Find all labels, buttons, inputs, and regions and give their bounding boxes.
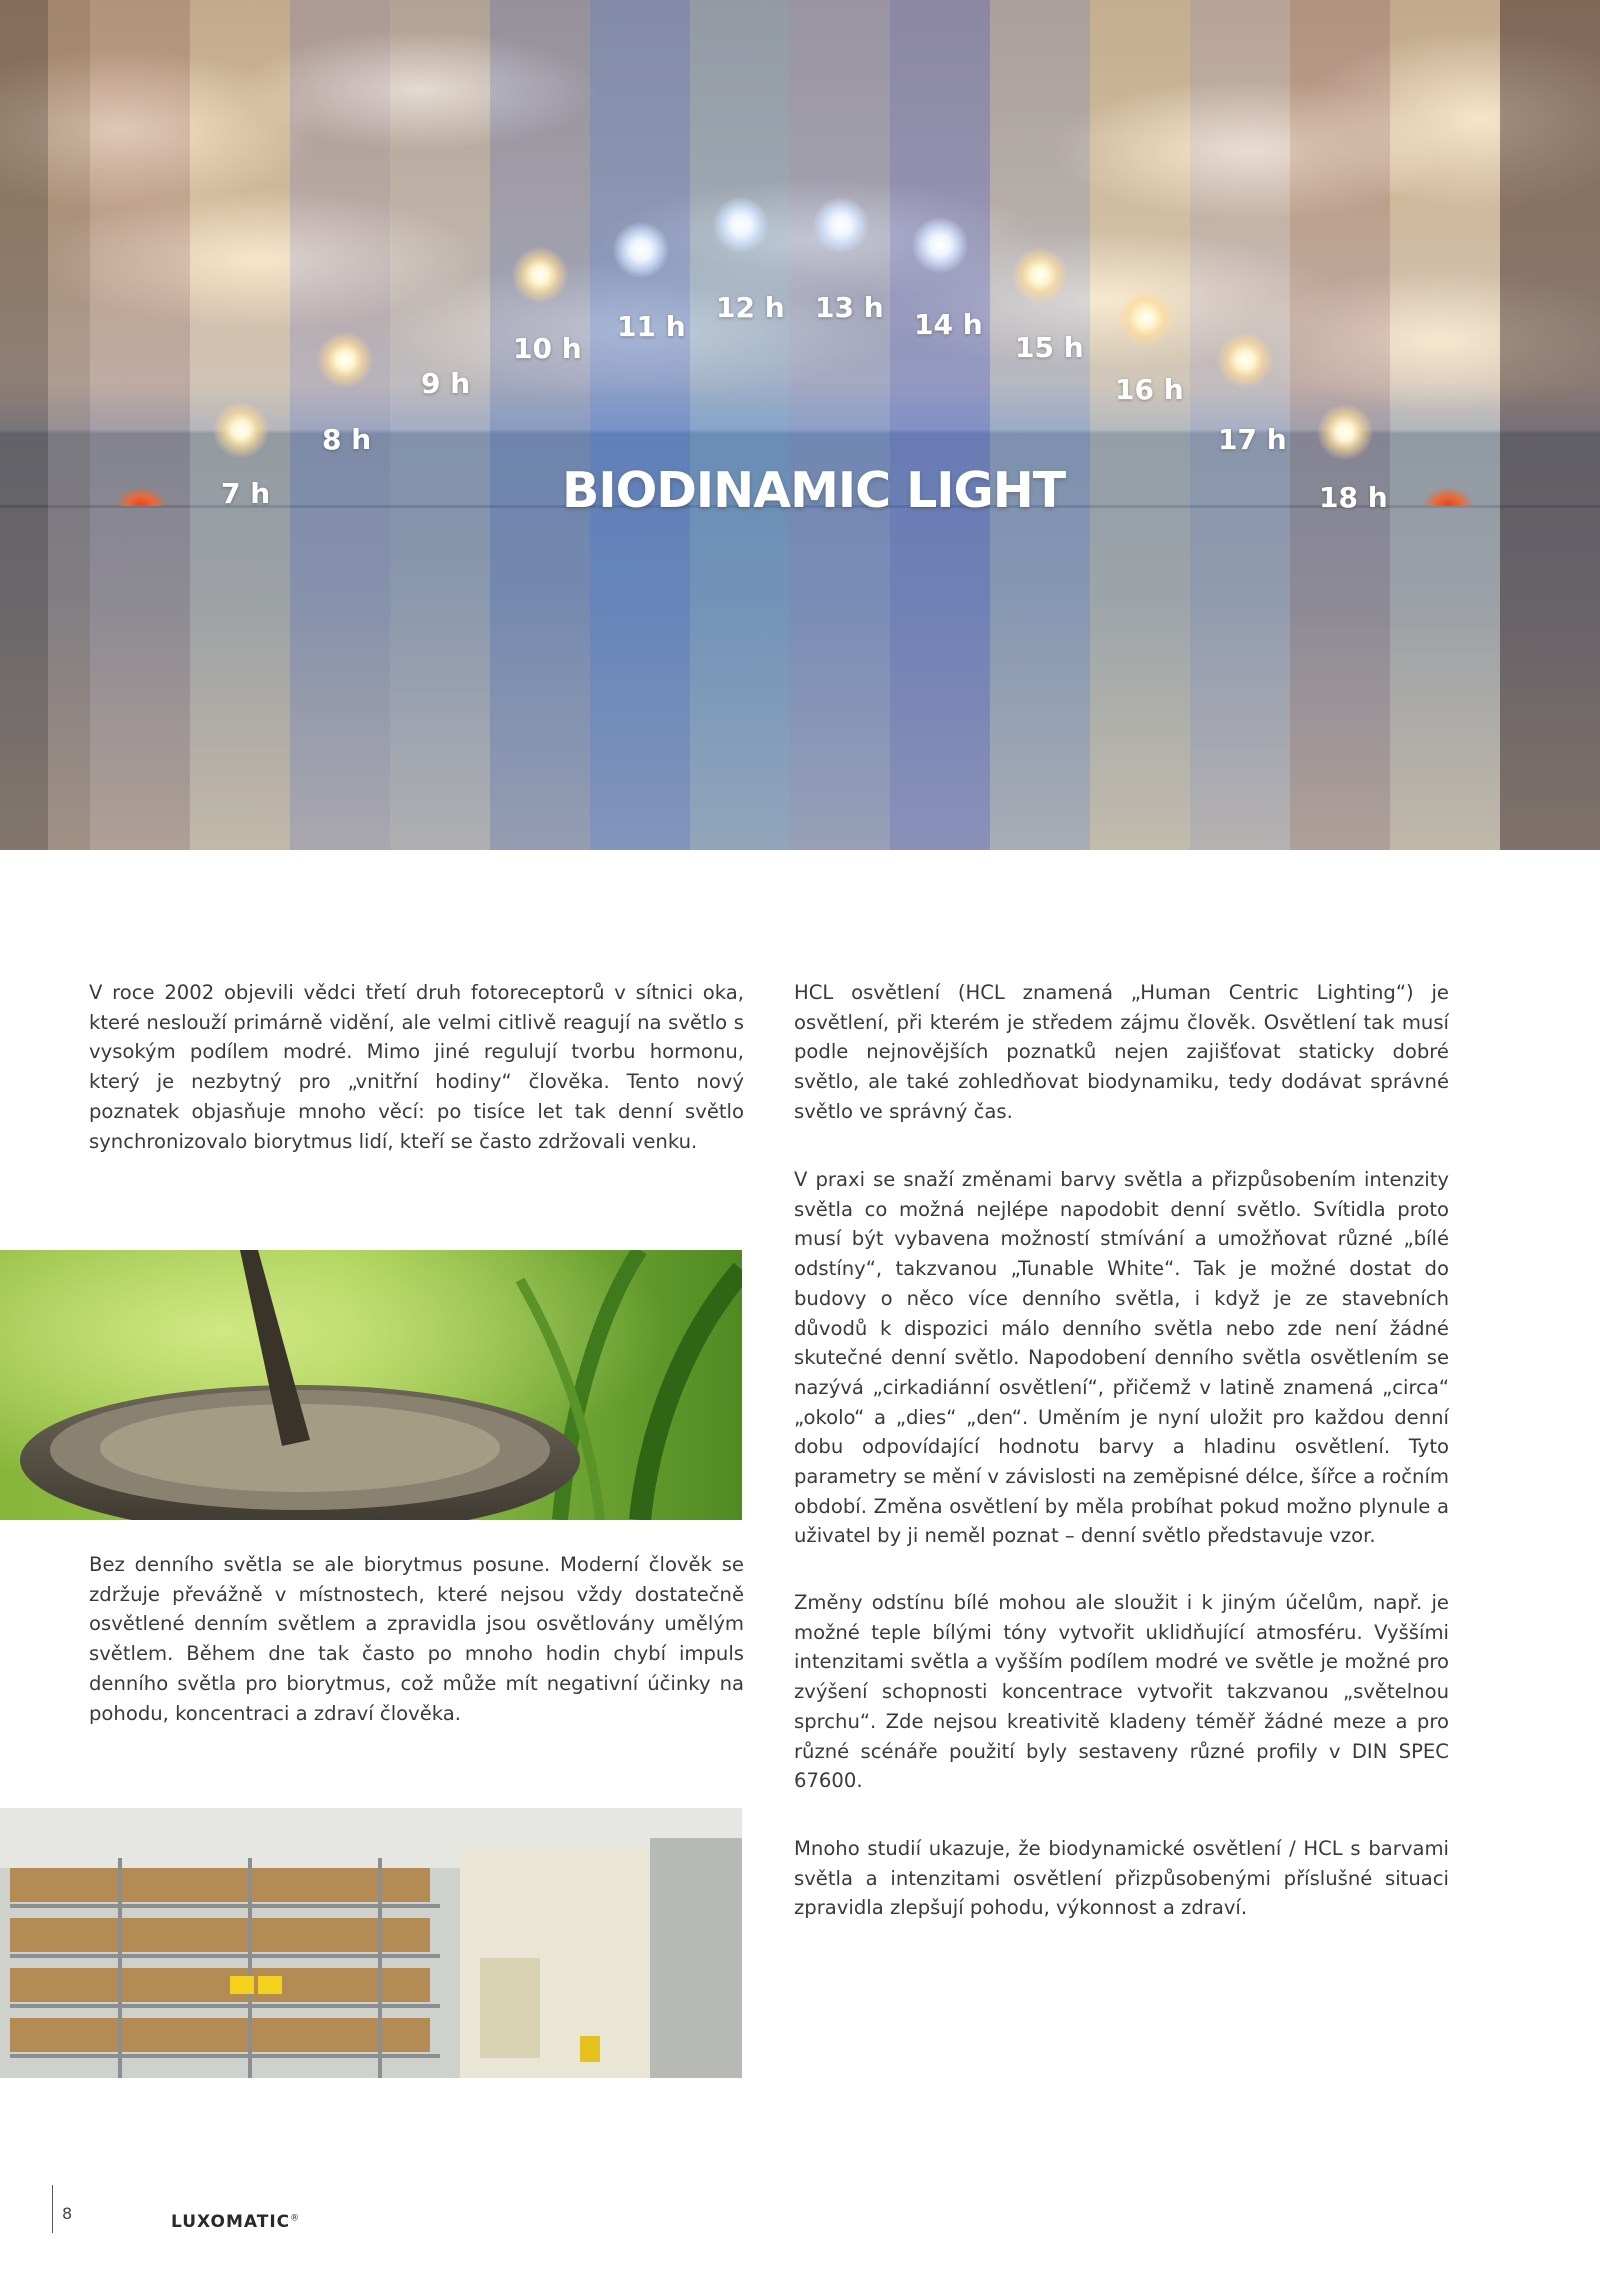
sun-icon	[213, 402, 269, 458]
page-number-rule	[52, 2185, 53, 2233]
sun-icon	[713, 197, 769, 253]
right-paragraph-2: V praxi se snaží změnami barvy světla a přizpůsobením intenzity světla co možná nejlépe napodobit denní světlo. Svítidla proto musí být vybavena možností stmívání a umožňovat různé „bílé odstíny“, takzvanou „Tunable White“. Tak je možné dostat do budovy o něco více denního světla, i když je ze stavebních důvodů k dispozici málo denního světla nebo zde není žádné skutečné denní světlo. Napodobení denního světla osvětlením se nazývá „cirkadiánní osvětlení“, přičemž v latině znamená „circa“ „okolo“ a „dies“ „den“. Uměním je nyní uložit pro každou denní dobu odpovídající hodnotu barvy a hladinu osvětlení. Tyto parametry se mění v závislosti na zeměpisné délce, šířce a ročním období. Změna osvětlení by měla probíhat pokud možno plynule a uživatel by ji neměl poznat – denní světlo představuje vzor.	[794, 1168, 1449, 1548]
hour-label-9: 9 h	[421, 367, 471, 400]
light-strip	[48, 0, 90, 850]
hour-label-11: 11 h	[617, 310, 686, 343]
hour-label-16: 16 h	[1115, 373, 1184, 406]
sun-icon	[317, 332, 373, 388]
hour-label-8: 8 h	[322, 423, 372, 456]
light-strip	[890, 0, 990, 850]
warehouse-photo	[0, 1808, 742, 2078]
light-strip	[90, 0, 190, 850]
sunrise-sun-icon	[117, 488, 165, 506]
light-strip	[790, 0, 890, 850]
hour-label-17: 17 h	[1218, 423, 1287, 456]
sun-icon	[512, 247, 568, 303]
hour-label-12: 12 h	[716, 291, 785, 324]
right-paragraph-1: HCL osvětlení (HCL znamená „Human Centric Lighting“) je osvětlení, při kterém je středem zájmu člověk. Osvětlení tak musí podle nejnovějších poznatků nejen zajišťovat staticky dobré světlo, ale také zohledňovat biodynamiku, tedy dodávat správné světlo ve správný čas.	[794, 981, 1449, 1123]
light-strip	[590, 0, 690, 850]
sun-icon	[813, 197, 869, 253]
hour-label-15: 15 h	[1015, 331, 1084, 364]
hour-label-18: 18 h	[1319, 481, 1388, 514]
luxomatic-logo	[171, 2212, 299, 2232]
hour-label-14: 14 h	[914, 308, 983, 341]
sunset-sun-icon	[1424, 488, 1472, 506]
light-strip	[690, 0, 790, 850]
sun-icon	[1012, 247, 1068, 303]
brand-name: LUXOMATIC	[171, 2212, 291, 2232]
hour-label-10: 10 h	[513, 332, 582, 365]
sun-icon	[1118, 290, 1174, 346]
sun-icon	[1217, 332, 1273, 388]
sundial-illustration	[0, 1250, 742, 1520]
right-paragraph-4: Mnoho studií ukazuje, že biodynamické osvětlení / HCL s barvami světla a intenzitami osvětlení přizpůsobenými příslušné situaci zpravidla zlepšují pohodu, výkonnost a zdraví.	[794, 1837, 1449, 1920]
left-paragraph-2: Bez denního světla se ale biorytmus posune. Moderní člověk se zdržuje převážně v místnostech, které nejsou vždy dostatečně osvětlené denním světlem a zpravidla jsou osvětlovány umělým světlem. Během dne tak často po mnoho hodin chybí impuls denního světla pro biorytmus, což může mít negativní účinky na pohodu, koncentraci a zdraví člověka.	[89, 1553, 744, 1725]
light-strip	[490, 0, 590, 850]
warehouse-illustration	[0, 1808, 742, 2078]
hero-title: BIODINAMIC LIGHT	[562, 462, 1066, 519]
light-strip	[390, 0, 490, 850]
sun-icon	[912, 217, 968, 273]
light-strip	[1500, 0, 1600, 850]
hour-label-7: 7 h	[221, 477, 271, 510]
hero-banner	[0, 0, 1600, 850]
light-strip	[1090, 0, 1190, 850]
page-number: 8	[62, 2204, 73, 2223]
left-paragraph-1: V roce 2002 objevili vědci třetí druh fotoreceptorů v sítnici oka, které neslouží primárně vidění, ale velmi citlivě reagují na světlo s vysokým podílem modré. Mimo jiné regulují tvorbu hormonu, který je nezbytný pro „vnitřní hodiny“ člověka. Tento nový poznatek objasňuje mnoho věcí: po tisíce let tak denní světlo synchronizovalo biorytmus lidí, kteří se často zdržovali venku.	[89, 981, 744, 1153]
right-paragraph-3: Změny odstínu bílé mohou ale sloužit i k jiným účelům, např. je možné teple bílými tóny vytvořit uklidňující atmosféru. Vyššími intenzitami světla a vyšším podílem modré ve světle je možné pro zvýšení schopnosti koncentrace vytvořit takzvanou „světelnou sprchu“. Zde nejsou kreativitě kladeny téměř žádné meze a pro různé scénáře použití byly sestaveny různé profily v DIN SPEC 67600.	[794, 1591, 1449, 1793]
sun-icon	[1317, 404, 1373, 460]
light-strip	[990, 0, 1090, 850]
light-strip	[0, 0, 48, 850]
light-strip	[1390, 0, 1500, 850]
sun-icon	[613, 222, 669, 278]
hour-label-13: 13 h	[815, 291, 884, 324]
registered-mark: ®	[290, 2213, 300, 2224]
sundial-photo	[0, 1250, 742, 1520]
